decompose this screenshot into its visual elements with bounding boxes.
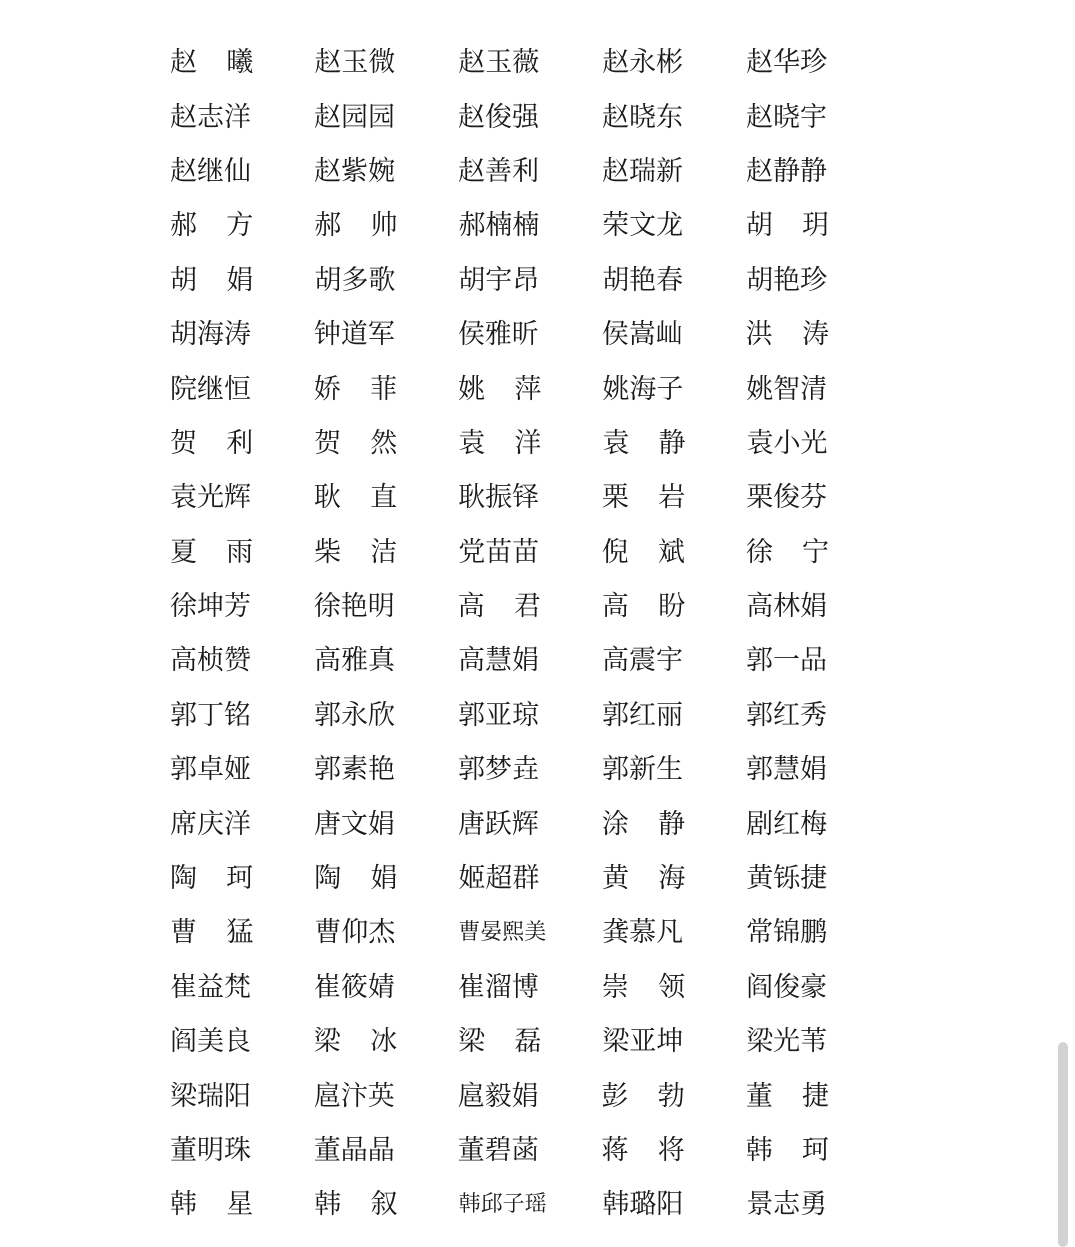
- name-entry: 龚慕凡: [602, 917, 684, 949]
- name-entry: 栗俊芬: [746, 482, 828, 514]
- name-entry: 崔筱婧: [313, 971, 395, 1003]
- name-entry: 郭一品: [746, 645, 827, 677]
- name-row: [170, 743, 890, 797]
- name-entry: 娇 菲: [313, 373, 398, 405]
- name-entry: 赵俊强: [458, 101, 539, 133]
- name-entry: 郭梦垚: [458, 754, 539, 786]
- name-entry: 赵瑞新: [602, 155, 683, 187]
- name-entry: 党苗苗: [458, 536, 540, 568]
- name-entry: 钟道军: [313, 319, 395, 351]
- name-entry: 赵志洋: [170, 101, 251, 133]
- name-entry: 扈汴英: [313, 1080, 395, 1112]
- name-entry: 郭亚琼: [458, 699, 539, 731]
- name-entry: 崔益梵: [170, 971, 251, 1003]
- name-row: [170, 199, 890, 253]
- name-entry: 郭红丽: [602, 699, 683, 731]
- name-row: [170, 1069, 890, 1123]
- name-entry: 赵 曦: [170, 47, 254, 79]
- name-entry: 高慧娟: [458, 645, 539, 677]
- name-entry: 蒋 将: [601, 1135, 685, 1166]
- name-row: [170, 1178, 890, 1232]
- name-entry: 董 捷: [745, 1080, 829, 1112]
- name-entry: 常锦鹏: [746, 917, 828, 949]
- name-entry: 梁 冰: [313, 1026, 398, 1058]
- name-entry: 倪 斌: [601, 536, 685, 568]
- name-entry: 袁 静: [602, 427, 686, 459]
- name-entry: 景志勇: [746, 1189, 828, 1221]
- name-entry: 徐 宁: [745, 536, 829, 568]
- name-entry: 黄 海: [602, 863, 686, 895]
- name-entry: 赵晓宇: [746, 101, 827, 133]
- name-entry: 韩邱子瑶: [458, 1192, 547, 1218]
- name-entry: 贺 然: [314, 427, 398, 459]
- name-entry: 柴 洁: [314, 536, 398, 568]
- name-entry: 剧红梅: [746, 808, 828, 840]
- name-row: [170, 580, 890, 634]
- name-entry: 夏 雨: [170, 536, 254, 568]
- name-entry: 郝 帅: [314, 210, 398, 242]
- name-entry: 董明珠: [170, 1135, 251, 1166]
- name-entry: 赵永彬: [602, 47, 684, 79]
- name-entry: 院继恒: [170, 373, 251, 405]
- name-entry: 曹仰杰: [314, 917, 396, 949]
- name-entry: 赵晓东: [602, 101, 683, 133]
- name-entry: 黄铄捷: [746, 863, 828, 895]
- name-entry: 赵静静: [746, 155, 827, 187]
- name-entry: 高桢赞: [170, 645, 251, 677]
- name-entry: 徐坤芳: [170, 591, 251, 623]
- name-entry: 侯雅昕: [457, 319, 539, 351]
- name-entry: 韩 叙: [314, 1189, 398, 1221]
- name-entry: 高 君: [457, 591, 541, 623]
- name-entry: 赵继仙: [170, 155, 251, 187]
- name-entry: 韩璐阳: [602, 1189, 684, 1221]
- name-row: [170, 526, 890, 580]
- name-entry: 梁瑞阳: [170, 1080, 251, 1112]
- name-entry: 高雅真: [314, 645, 395, 677]
- vertical-scrollbar-thumb[interactable]: [1058, 1042, 1068, 1247]
- name-entry: 崔溜博: [457, 971, 539, 1003]
- name-entry: 梁 磊: [458, 1026, 542, 1058]
- name-entry: 高震宇: [602, 645, 683, 677]
- name-entry: 阎俊豪: [746, 971, 828, 1003]
- name-entry: 胡宇昂: [458, 264, 540, 296]
- name-entry: 唐文娟: [313, 808, 395, 840]
- name-entry: 姚智清: [746, 373, 828, 405]
- name-entry: 赵玉微: [314, 47, 396, 79]
- name-entry: 袁光辉: [170, 482, 251, 514]
- name-entry: 姬超群: [458, 863, 540, 895]
- name-entry: 高林娟: [746, 591, 828, 623]
- name-entry: 董碧菡: [457, 1135, 539, 1166]
- name-entry: 栗 岩: [601, 482, 686, 514]
- name-row: [170, 634, 890, 688]
- name-entry: 梁光苇: [746, 1026, 828, 1058]
- name-entry: 侯嵩屾: [601, 319, 683, 351]
- name-entry: 陶 珂: [170, 863, 254, 895]
- name-entry: 郭素艳: [314, 754, 395, 786]
- name-entry: 唐跃辉: [457, 808, 539, 840]
- name-row: [170, 471, 890, 525]
- name-entry: 赵善利: [458, 155, 539, 187]
- name-entry: 姚海子: [602, 373, 684, 405]
- name-entry: 袁 洋: [458, 427, 542, 459]
- name-entry: 胡 玥: [745, 210, 829, 242]
- name-entry: 耿 直: [313, 482, 398, 514]
- name-row: [170, 1015, 890, 1069]
- name-entry: 荣文龙: [602, 210, 684, 242]
- name-row: [170, 90, 890, 144]
- name-entry: 郝楠楠: [458, 210, 540, 242]
- name-entry: 涂 静: [601, 808, 686, 840]
- name-entry: 赵紫婉: [314, 155, 395, 187]
- name-row: [170, 689, 890, 743]
- name-entry: 郭新生: [602, 754, 683, 786]
- name-list: [170, 36, 890, 1233]
- name-row: [170, 1124, 890, 1178]
- name-entry: 韩 星: [170, 1189, 254, 1221]
- name-entry: 姚 萍: [458, 373, 542, 405]
- name-entry: 郭永欣: [314, 699, 395, 731]
- name-entry: 赵园园: [314, 101, 395, 133]
- name-entry: 赵华珍: [746, 47, 828, 79]
- name-row: [170, 254, 890, 308]
- name-entry: 高 盼: [601, 591, 686, 623]
- name-row: [170, 308, 890, 362]
- name-entry: 郭红秀: [746, 699, 827, 731]
- name-entry: 徐艳明: [313, 591, 395, 623]
- name-entry: 贺 利: [170, 427, 254, 459]
- name-row: [170, 797, 890, 851]
- name-entry: 赵玉薇: [458, 47, 540, 79]
- name-entry: 席庆洋: [170, 808, 251, 840]
- name-row: [170, 36, 890, 90]
- name-entry: 曹 猛: [170, 917, 254, 949]
- name-entry: 陶 娟: [314, 863, 398, 895]
- name-row: [170, 961, 890, 1015]
- name-entry: 郭丁铭: [170, 699, 251, 731]
- name-entry: 胡艳珍: [746, 264, 828, 296]
- name-row: [170, 906, 890, 960]
- name-entry: 扈毅娟: [457, 1080, 539, 1112]
- name-entry: 洪 涛: [745, 319, 829, 351]
- name-row: [170, 145, 890, 199]
- name-entry: 胡艳春: [602, 264, 684, 296]
- name-entry: 袁小光: [746, 427, 828, 459]
- name-entry: 郭慧娟: [746, 754, 827, 786]
- name-entry: 阎美良: [170, 1026, 251, 1058]
- name-row: [170, 417, 890, 471]
- name-row: [170, 362, 890, 416]
- name-entry: 董晶晶: [313, 1135, 395, 1166]
- name-entry: 韩 珂: [745, 1135, 829, 1166]
- name-entry: 胡海涛: [170, 319, 251, 351]
- name-entry: 胡多歌: [314, 264, 396, 296]
- name-entry: 郭卓娅: [170, 754, 251, 786]
- name-entry: 耿振铎: [458, 482, 540, 514]
- name-entry: 曹晏熙美: [458, 920, 547, 946]
- name-entry: 郝 方: [170, 210, 254, 242]
- name-row: [170, 852, 890, 906]
- name-entry: 胡 娟: [170, 264, 254, 296]
- name-entry: 崇 领: [601, 971, 686, 1003]
- name-entry: 梁亚坤: [602, 1026, 684, 1058]
- name-entry: 彭 勃: [601, 1080, 685, 1112]
